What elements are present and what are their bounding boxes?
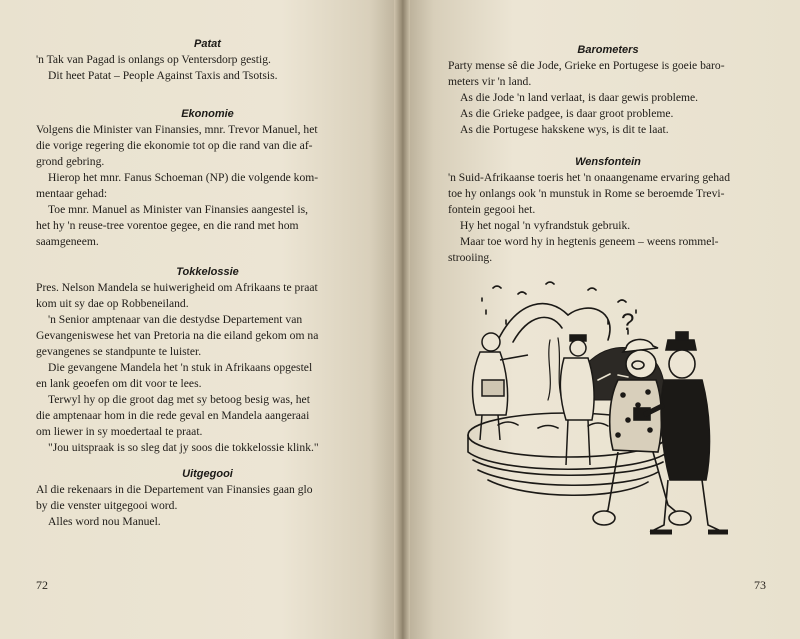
- section-heading-uitgegooi: Uitgegooi: [182, 468, 233, 480]
- text-line: As die Portugese hakskene wys, is dit te laat.: [460, 123, 669, 136]
- text-line: As die Jode 'n land verlaat, is daar gewis probleme.: [460, 91, 699, 104]
- text-line: Party mense sê die Jode, Grieke en Portugese is goeie baro-: [448, 59, 725, 72]
- text-line: en lank geoefen om dit voor te lees.: [36, 377, 202, 390]
- section-heading-tokkelossie: Tokkelossie: [176, 266, 239, 278]
- section-heading-wensfontein: Wensfontein: [575, 156, 641, 168]
- text-line: Hy het nogal 'n vyfrandstuk gebruik.: [460, 219, 631, 232]
- text-line: meters vir 'n land.: [448, 75, 532, 88]
- text-line: Volgens die Minister van Finansies, mnr. Trevor Manuel, het: [36, 123, 318, 136]
- text-line: Hierop het mnr. Fanus Schoeman (NP) die volgende kom-: [48, 171, 319, 184]
- text-line: 'n Suid-Afrikaanse toeris het 'n onaangename ervaring gehad: [448, 171, 731, 184]
- book-gutter: [394, 0, 410, 639]
- text-line: het hy 'n reuse-tree vorentoe gegee, en die rand met hom: [36, 219, 299, 232]
- text-line: Dit heet Patat – People Against Taxis and Tsotsis.: [48, 69, 278, 82]
- text-line: saamgeneem.: [36, 235, 99, 248]
- text-line: "Jou uitspraak is so sleg dat jy soos die tokkelossie klink.": [48, 441, 319, 454]
- text-line: Alles word nou Manuel.: [48, 515, 161, 528]
- text-line: Die gevangene Mandela het 'n stuk in Afrikaans opgestel: [48, 361, 313, 374]
- text-line: gevangenes se standpunte te luister.: [36, 345, 202, 358]
- text-line: 'n Senior amptenaar van die destydse Departement van: [48, 313, 303, 326]
- text-line: fontein gegooi het.: [448, 203, 536, 216]
- text-line: die vorige regering die ekonomie tot op die rand van die af-: [36, 139, 313, 152]
- text-line: As die Grieke padgee, is daar groot probleme.: [460, 107, 674, 120]
- text-line: Gevangeniswese het van Pretoria na die eiland gekom om na: [36, 329, 319, 342]
- text-line: grond gebring.: [36, 155, 105, 168]
- page-number-left: 72: [36, 578, 48, 592]
- text-line: toe hy onlangs ook 'n munstuk in Rome se beroemde Trevi-: [448, 187, 725, 200]
- text-line: Terwyl hy op die groot dag met sy betoog besig was, het: [48, 393, 310, 406]
- text-line: Toe mnr. Manuel as Minister van Finansies aangestel is,: [48, 203, 308, 216]
- text-line: mentaar gehad:: [36, 187, 108, 200]
- section-heading-ekonomie: Ekonomie: [181, 108, 234, 120]
- text-line: by die venster uitgegooi word.: [36, 499, 178, 512]
- text-line: die amptenaar hom in die rede geval en Mandela aangeraai: [36, 409, 310, 422]
- question-mark: ?: [621, 309, 635, 336]
- text-line: 'n Tak van Pagad is onlangs op Ventersdorp gestig.: [36, 53, 271, 66]
- text-line: Al die rekenaars in die Departement van Finansies gaan glo: [36, 483, 313, 496]
- text-line: Maar toe word hy in hegtenis geneem – weens rommel-: [460, 235, 719, 248]
- page-number-right: 73: [754, 578, 766, 592]
- text-line: kom uit sy dae op Robbeneiland.: [36, 297, 189, 310]
- section-heading-barometers: Barometers: [577, 44, 639, 56]
- text-line: strooiing.: [448, 251, 493, 264]
- text-line: om liewer in sy moedertaal te praat.: [36, 425, 203, 438]
- section-heading-patat: Patat: [194, 38, 221, 50]
- fountain-cartoon-illustration: [458, 280, 763, 550]
- text-line: Pres. Nelson Mandela se huiwerigheid om Afrikaans te praat: [36, 281, 318, 294]
